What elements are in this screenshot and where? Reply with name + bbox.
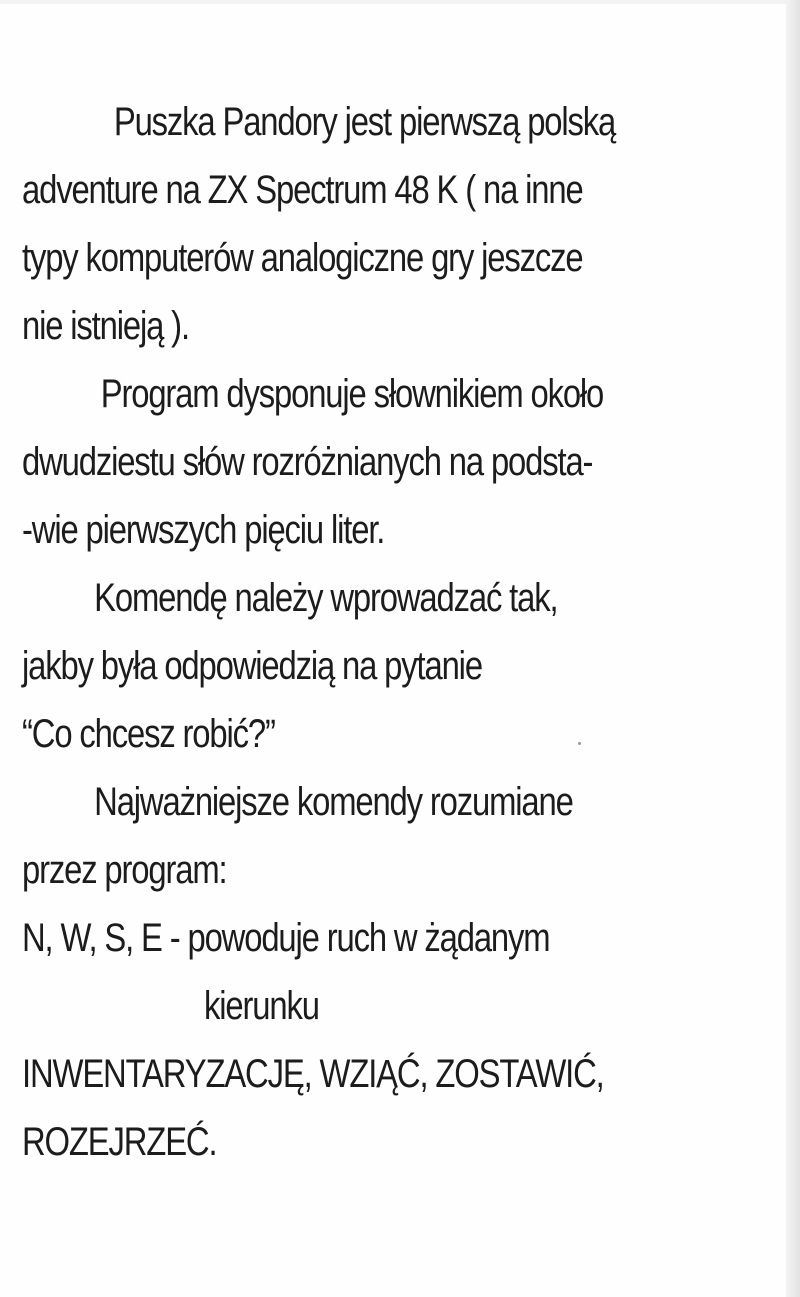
paragraph-1-line-2: adventure na ZX Spectrum 48 K ( na inne <box>22 168 583 212</box>
paragraph-2-line-2: dwudziestu słów rozróżnianych na podsta- <box>22 440 593 484</box>
paragraph-1-line-4: nie istnieją ). <box>22 304 189 348</box>
paragraph-4-line-1: Najważniejsze komendy rozumiane <box>94 780 573 824</box>
paragraph-1-line-3: typy komputerów analogiczne gry jeszcze <box>22 236 583 280</box>
paragraph-2-line-1: Program dysponuje słownikiem około <box>100 372 604 416</box>
paragraph-1-line-1: Puszka Pandory jest pierwszą polską <box>113 100 616 144</box>
command-directions: N, W, S, E - powoduje ruch w żądanym <box>22 916 550 960</box>
paragraph-3-line-2: jakby była odpowiedzią na pytanie <box>22 644 482 688</box>
paragraph-4-line-2: przez program: <box>22 848 227 892</box>
page-top-edge <box>0 0 800 4</box>
command-directions-continued: kierunku <box>204 984 319 1028</box>
paragraph-3-line-3: “Co chcesz robić?” <box>22 712 275 756</box>
paragraph-2-line-3: -wie pierwszych pięciu liter. <box>22 508 385 552</box>
command-list-line-1: INWENTARYZACJĘ, WZIĄĆ, ZOSTAWIĆ, <box>22 1052 604 1096</box>
command-list-line-2: ROZEJRZEĆ. <box>22 1120 217 1164</box>
page-right-edge <box>786 0 800 1297</box>
paragraph-3-line-1: Komendę należy wprowadzać tak, <box>94 576 558 620</box>
instruction-text <box>22 88 645 1176</box>
